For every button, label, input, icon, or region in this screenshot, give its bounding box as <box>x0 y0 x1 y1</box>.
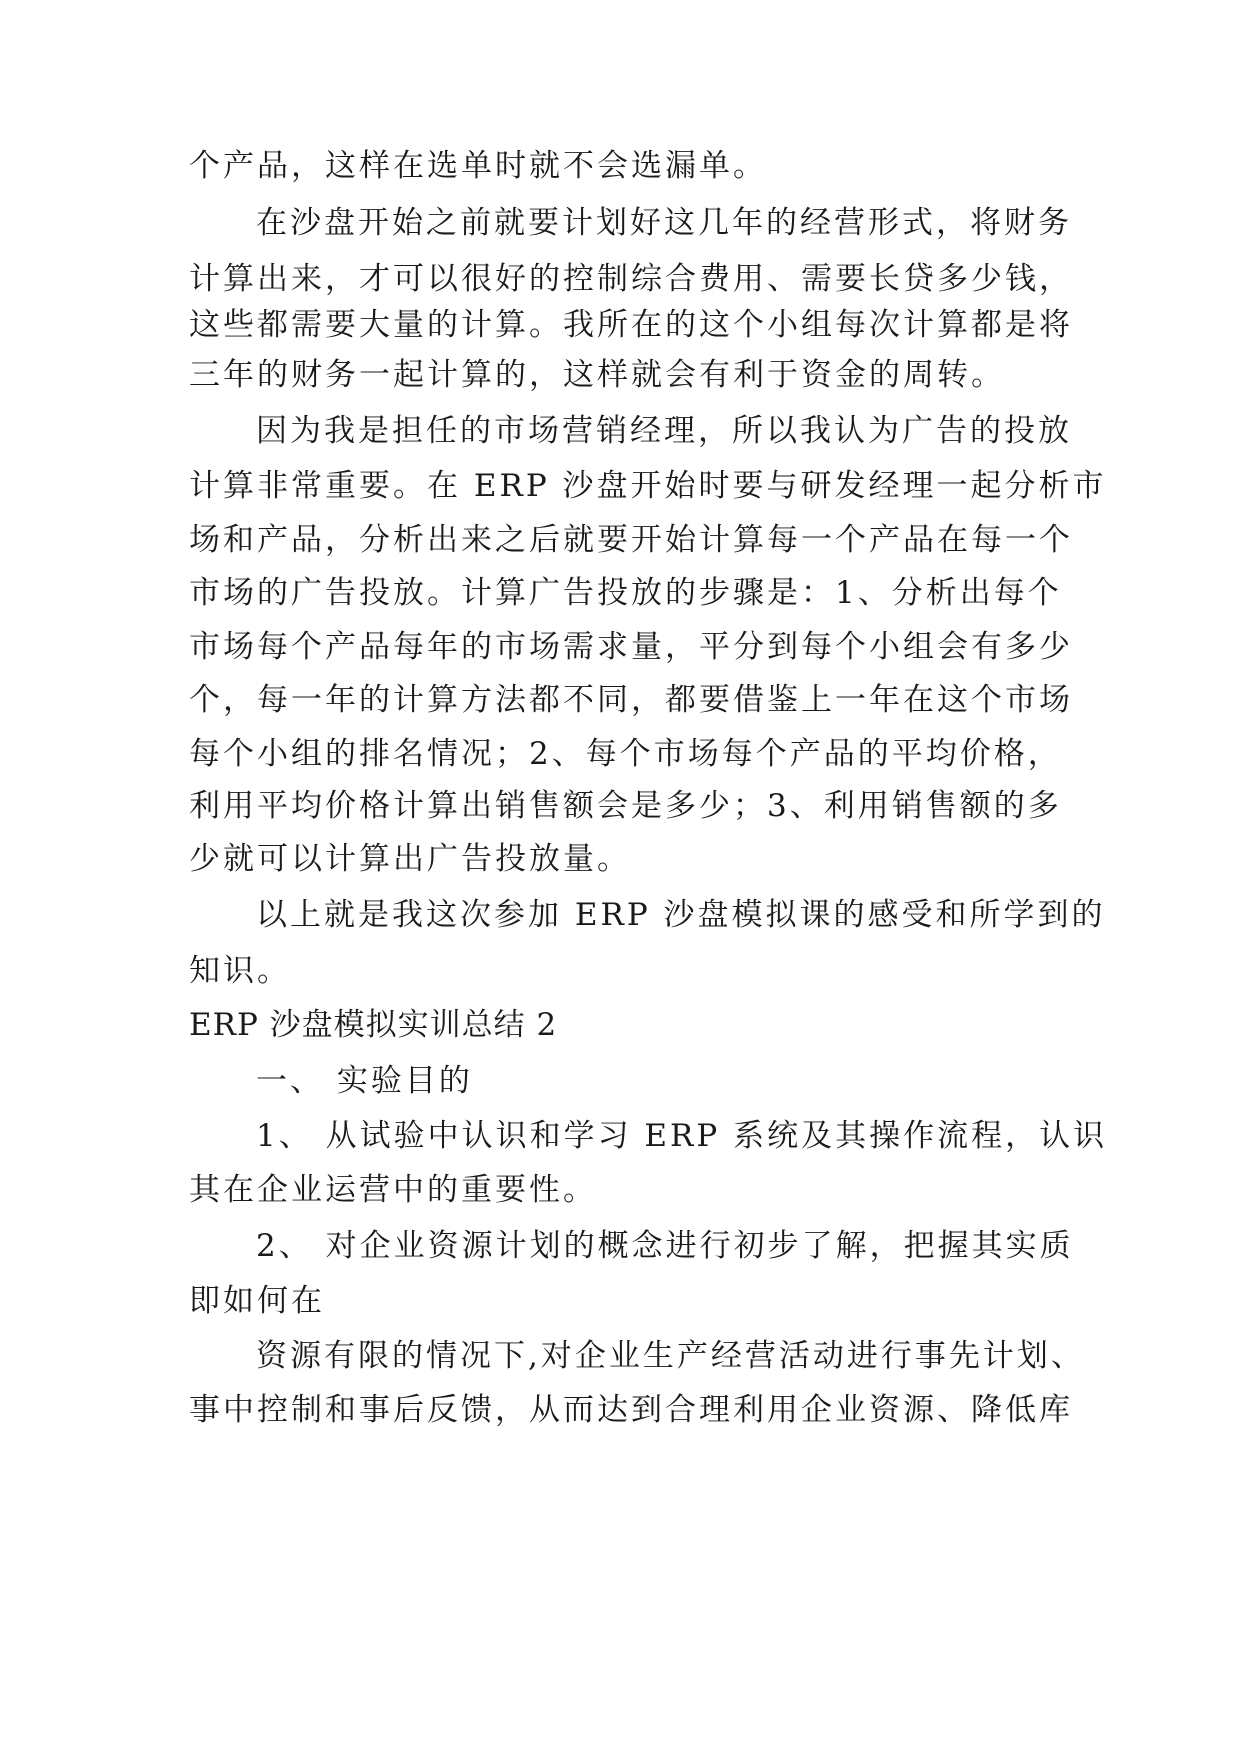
section-heading: ERP 沙盘模拟实训总结 2 <box>189 1007 558 1043</box>
text-line: 场和产品，分析出来之后就要开始计算每一个产品在每一个 <box>189 522 1073 558</box>
text-line: 计算非常重要。在 ERP 沙盘开始时要与研发经理一起分析市 <box>189 468 1107 504</box>
text-line: 即如何在 <box>189 1283 325 1319</box>
subsection-heading: 一、 实验目的 <box>256 1063 473 1099</box>
paragraph-start: 在沙盘开始之前就要计划好这几年的经营形式，将财务 <box>256 205 1072 241</box>
text-line: 知识。 <box>189 953 291 989</box>
text-line: 事中控制和事后反馈，从而达到合理利用企业资源、降低库 <box>189 1392 1073 1428</box>
text-line: 其在企业运营中的重要性。 <box>189 1172 597 1208</box>
text-line: 少就可以计算出广告投放量。 <box>189 841 631 877</box>
text-line: 利用平均价格计算出销售额会是多少；3、利用销售额的多 <box>189 788 1062 824</box>
text-line: 市场每个产品每年的市场需求量，平分到每个小组会有多少 <box>189 629 1073 665</box>
text-line: 个，每一年的计算方法都不同，都要借鉴上一年在这个市场 <box>189 682 1073 718</box>
paragraph-start: 以上就是我这次参加 ERP 沙盘模拟课的感受和所学到的 <box>256 897 1106 933</box>
text-line: 每个小组的排名情况；2、每个市场每个产品的平均价格， <box>189 736 1062 772</box>
text-line: 三年的财务一起计算的，这样就会有利于资金的周转。 <box>189 357 1005 393</box>
numbered-item: 2、 对企业资源计划的概念进行初步了解，把握其实质 <box>256 1228 1074 1264</box>
text-line: 计算出来，才可以很好的控制综合费用、需要长贷多少钱， <box>189 261 1073 297</box>
text-line: 个产品，这样在选单时就不会选漏单。 <box>189 148 767 184</box>
text-line: 这些都需要大量的计算。我所在的这个小组每次计算都是将 <box>189 307 1073 343</box>
numbered-item: 1、 从试验中认识和学习 ERP 系统及其操作流程，认识 <box>256 1118 1108 1154</box>
paragraph-start: 资源有限的情况下,对企业生产经营活动进行事先计划、 <box>256 1338 1085 1374</box>
text-line: 市场的广告投放。计算广告投放的步骤是：1、分析出每个 <box>189 575 1062 611</box>
paragraph-start: 因为我是担任的市场营销经理，所以我认为广告的投放 <box>256 413 1072 449</box>
